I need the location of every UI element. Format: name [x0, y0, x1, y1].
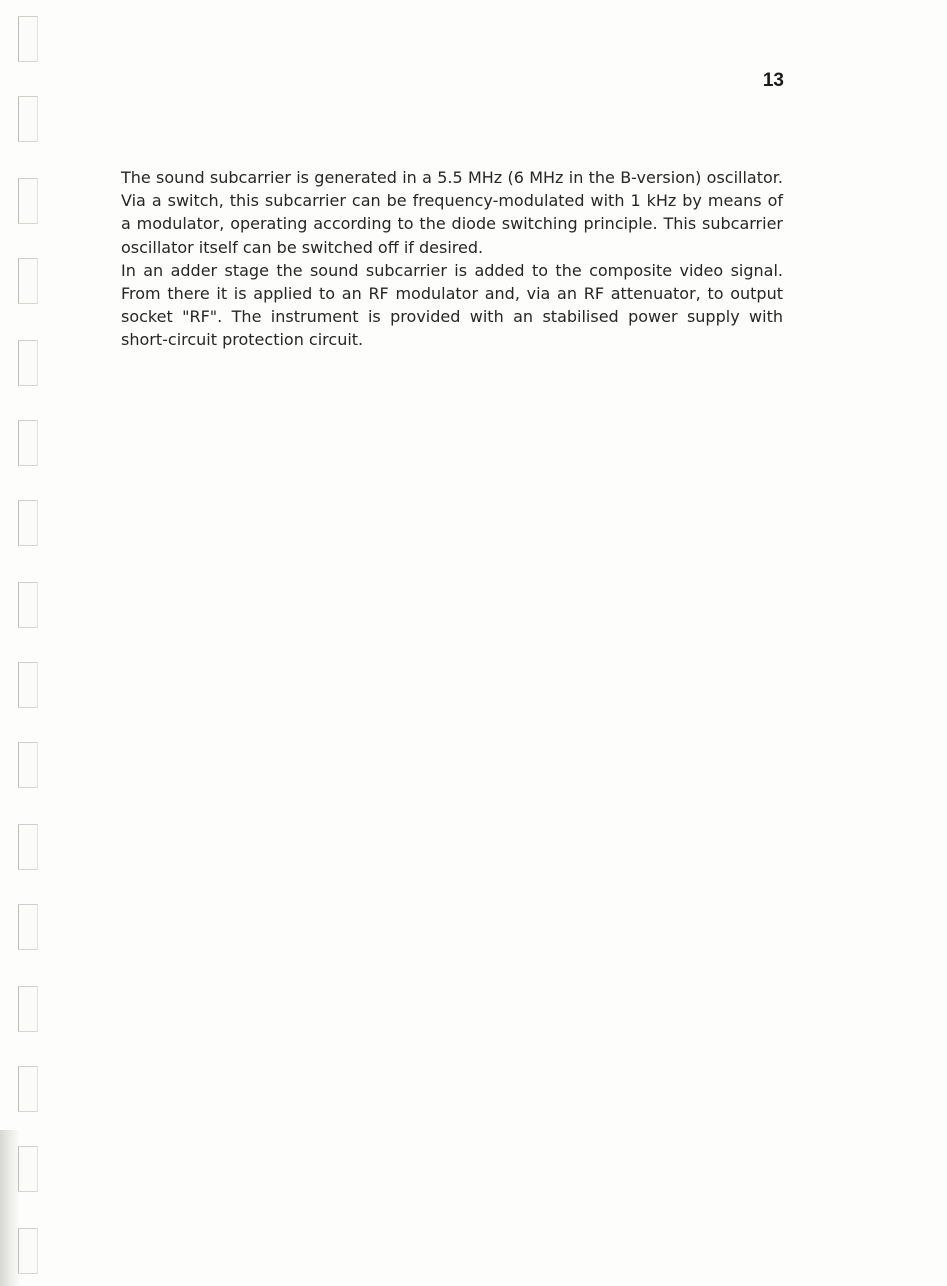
page-number: 13	[762, 70, 784, 91]
binding-hole	[18, 662, 38, 708]
binding-hole	[18, 258, 38, 304]
binding-hole	[18, 824, 38, 870]
page-edge-shadow	[0, 1130, 20, 1286]
binding-hole	[18, 1228, 38, 1274]
binding-hole	[18, 1146, 38, 1192]
binding-hole	[18, 340, 38, 386]
binding-hole	[18, 582, 38, 628]
binding-hole	[18, 904, 38, 950]
body-text	[121, 166, 783, 352]
binding-hole	[18, 986, 38, 1032]
paragraph: The sound subcarrier is generated in a 5.5 MHz (6 MHz in the B-version) oscillator. Via a switch, this subcarrier can be frequency-modulated with 1 kHz by means of a modulator, operating according to the diode switching principle. This subcarrier oscillator itself can be switched off if desired.	[121, 168, 783, 257]
paragraph: In an adder stage the sound subcarrier is added to the composite video signal. From there it is applied to an RF modulator and, via an RF attenuator, to output socket "RF". The instrument is provided with an stabilised power supply with short-circuit protection circuit.	[121, 260, 783, 350]
binding-hole	[18, 96, 38, 142]
binding-hole	[18, 16, 38, 62]
binding-hole	[18, 178, 38, 224]
binding-hole	[18, 1066, 38, 1112]
binding-hole	[18, 742, 38, 788]
binding-hole	[18, 420, 38, 466]
binding-hole	[18, 500, 38, 546]
binding-holes	[0, 0, 60, 1286]
